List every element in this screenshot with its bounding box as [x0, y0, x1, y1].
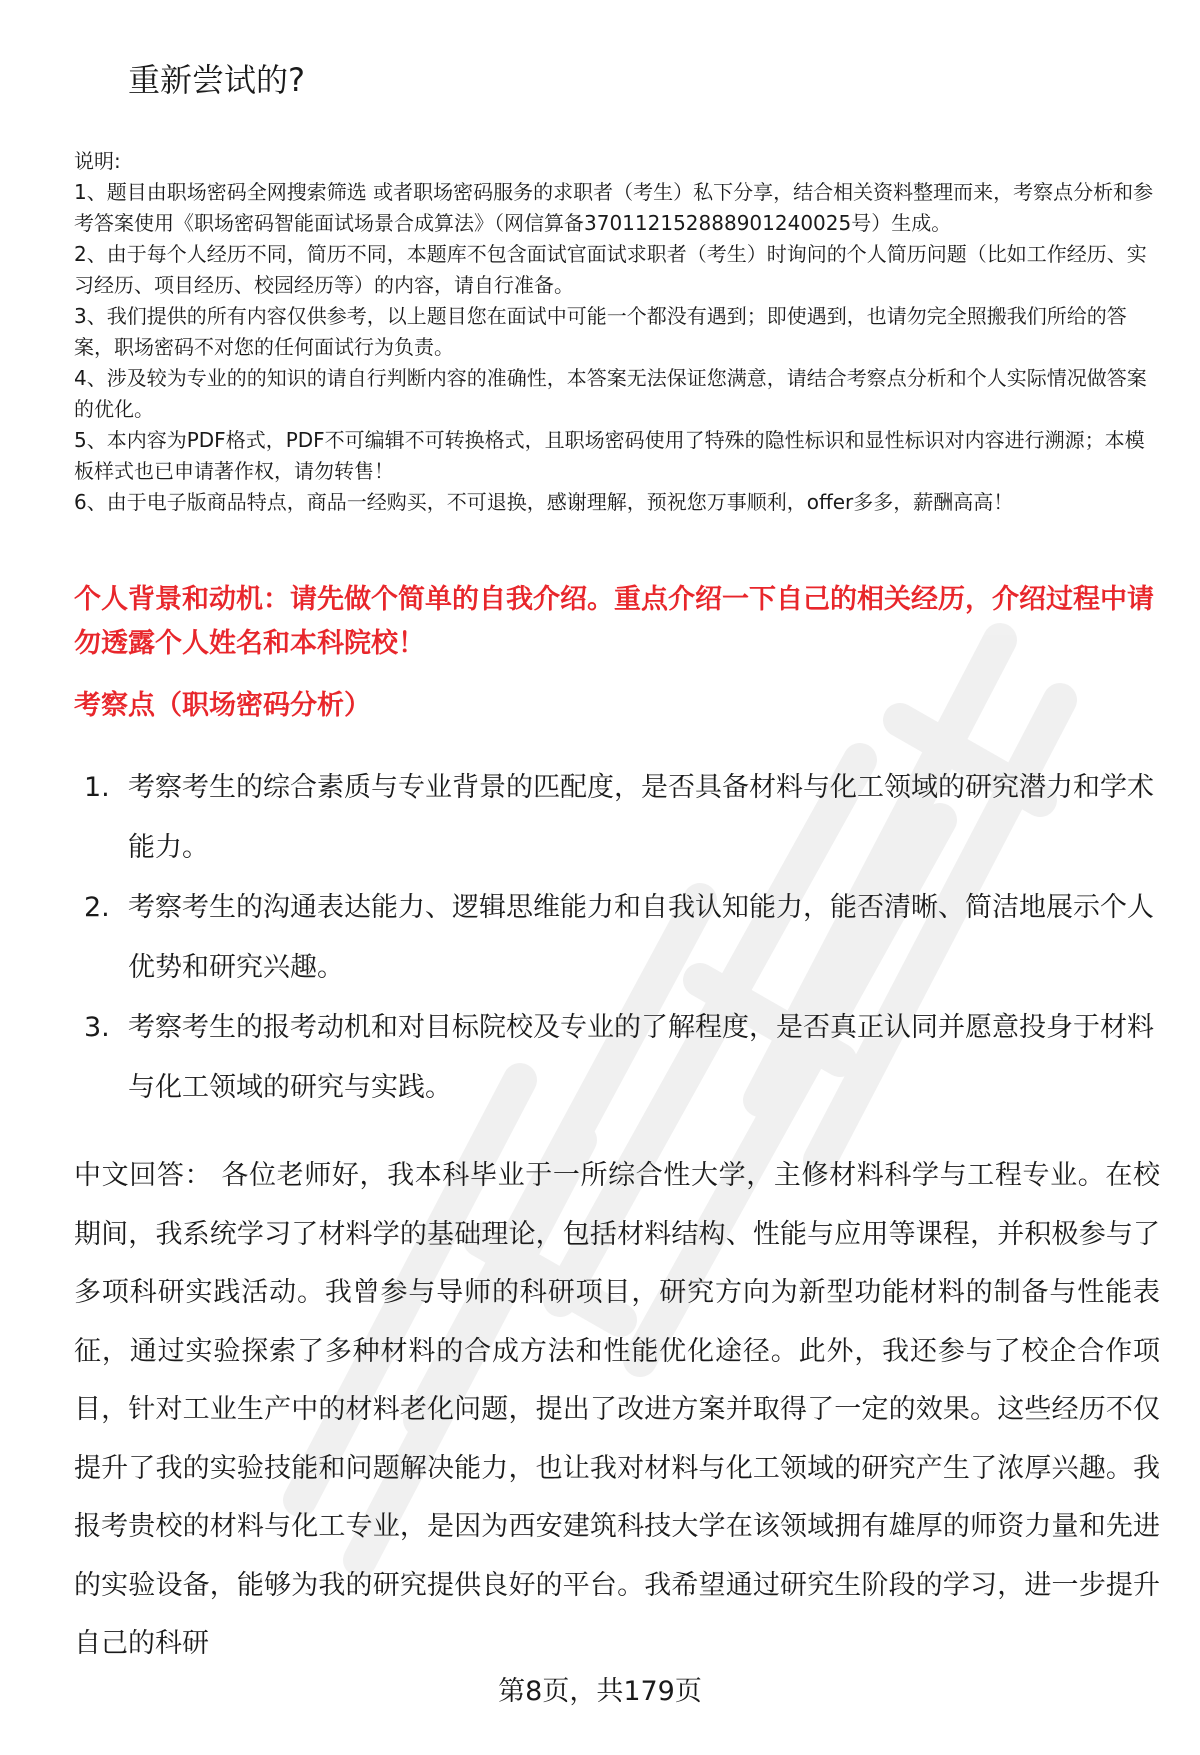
- page-number-footer: 第8页，共179页: [498, 1676, 702, 1707]
- list-item: [74, 878, 1160, 998]
- list-item-text: 考察考生的沟通表达能力、逻辑思维能力和自我认知能力，能否清晰、简洁地展示个人优势和研究兴趣。: [128, 892, 1154, 983]
- notes-section: [74, 146, 1160, 518]
- notes-item: 5、本内容为PDF格式，PDF不可编辑不可转换格式，且职场密码使用了特殊的隐性标识和显性标识对内容进行溯源；本模板样式也已申请著作权，请勿转售！: [74, 428, 1145, 483]
- list-item: [74, 998, 1160, 1118]
- notes-item: 2、由于每个人经历不同，简历不同，本题库不包含面试官面试求职者（考生）时询问的个人简历问题（比如工作经历、实习经历、项目经历、校园经历等）的内容，请自行准备。: [74, 242, 1147, 297]
- question-continuation: 重新尝试的?: [128, 61, 305, 99]
- list-item-text: 考察考生的报考动机和对目标院校及专业的了解程度，是否真正认同并愿意投身于材料与化工领域的研究与实践。: [128, 1012, 1154, 1103]
- list-item-number: 2.: [84, 892, 110, 923]
- list-item: [74, 758, 1160, 878]
- list-item-number: 1.: [84, 772, 110, 803]
- answer-paragraph: 中文回答： 各位老师好，我本科毕业于一所综合性大学，主修材料科学与工程专业。在校期间，我系统学习了材料学的基础理论，包括材料结构、性能与应用等课程，并积极参与了多项科研实践活动。我曾参与导师的科研项目，研究方向为新型功能材料的制备与性能表征，通过实验探索了多种材料的合成方法和性能优化途径。此外，我还参与了校企合作项目，针对工业生产中的材料老化问题，提出了改进方案并取得了一定的效果。这些经历不仅提升了我的实验技能和问题解决能力，也让我对材料与化工领域的研究产生了浓厚兴趣。我报考贵校的材料与化工专业，是因为西安建筑科技大学在该领域拥有雄厚的师资力量和先进的实验设备，能够为我的研究提供良好的平台。我希望通过研究生阶段的学习，进一步提升自己的科研: [74, 1160, 1160, 1659]
- notes-item: 1、题目由职场密码全网搜索筛选 或者职场密码服务的求职者（考生）私下分享，结合相关资料整理而来，考察点分析和参考答案使用《职场密码智能面试场景合成算法》（网信算备370112152888901240025号）生成。: [74, 180, 1154, 235]
- question-heading: 个人背景和动机：请先做个简单的自我介绍。重点介绍一下自己的相关经历，介绍过程中请勿透露个人姓名和本科院校！: [74, 584, 1154, 659]
- list-item-text: 考察考生的综合素质与专业背景的匹配度，是否具备材料与化工领域的研究潜力和学术能力。: [128, 772, 1154, 863]
- notes-title: 说明:: [74, 149, 121, 173]
- notes-item: 4、涉及较为专业的的知识的请自行判断内容的准确性，本答案无法保证您满意，请结合考察点分析和个人实际情况做答案的优化。: [74, 366, 1147, 421]
- list-item-number: 3.: [84, 1012, 110, 1043]
- analysis-heading: 考察点（职场密码分析）: [74, 690, 371, 721]
- notes-item: 3、我们提供的所有内容仅供参考，以上题目您在面试中可能一个都没有遇到；即使遇到，也请勿完全照搬我们所给的答案，职场密码不对您的任何面试行为负责。: [74, 304, 1127, 359]
- analysis-points-list: [74, 758, 1160, 1118]
- notes-item: 6、由于电子版商品特点，商品一经购买，不可退换，感谢理解，预祝您万事顺利，offer多多，薪酬高高！: [74, 490, 1014, 514]
